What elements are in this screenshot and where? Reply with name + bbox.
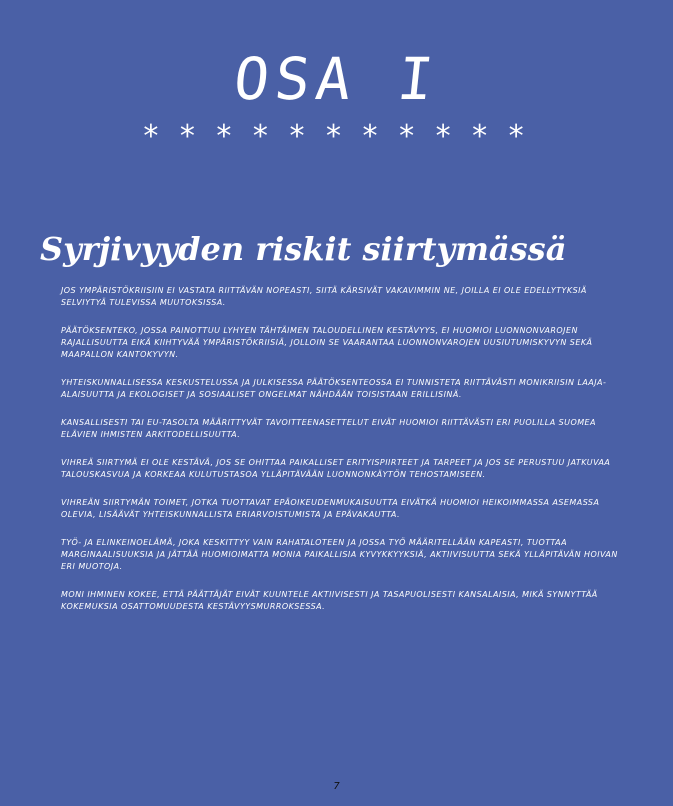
paragraph: JOS YMPÄRISTÖKRIISIIN EI VASTATA RIITTÄVÄN NOPEASTI, SIITÄ KÄRSIVÄT VAKAVIMMIN NE, JOILLA EI OLE EDELLYTYKSIÄ SELVIYTYÄ TULEVISSA MUUTOKSISSA. — [61, 286, 587, 307]
paragraph: TYÖ- JA ELINKEINOELÄMÄ, JOKA KESKITTYY VAIN RAHATALOTEEN JA JOSSA TYÖ MÄÄRITELLÄÄN KAPEASTI, TUOTTAA MARGINAALISUUKSIA JA JÄTTÄÄ HUOMIOIMATTA MONIA PAIKALLISIA KYVYKKYYKSIÄ, AKTIIVISUUTTA SEKÄ YLLÄPITÄVÄN HOIVAN ERI MUOTOJA. — [61, 538, 618, 571]
paragraph: YHTEISKUNNALLISESSA KESKUSTELUSSA JA JULKISESSA PÄÄTÖKSENTEOSSA EI TUNNISTETA RIITTÄVÄSTI MONIKRIISIN LAAJA-ALAISUUTTA JA EKOLOGISET JA SOSIAALISET ONGELMAT NÄHDÄÄN TOISISTAAN ERILLISINÄ. — [61, 378, 607, 399]
paragraph: VIHREÄ SIIRTYMÄ EI OLE KESTÄVÄ, JOS SE OHITTAA PAIKALLISET ERITYISPIIRTEET JA TARPEET JA JOS SE PERUSTUU JATKUVAA TALOUSKASVUA JA KORKEAA KULUTUSTASOA YLLÄPITÄVÄÄN LUONNONKÄYTÖN TEHOSTAMISEEN. — [61, 458, 611, 479]
paragraph: KANSALLISESTI TAI EU-TASOLTA MÄÄRITTYVÄT TAVOITTEENASETTELUT EIVÄT HUOMIOI RIITTÄVÄSTI ERI PUOLILLA SUOMEA ELÄVIEN IHMISTEN ARKITODELLISUUTTA. — [61, 418, 596, 439]
paragraph: VIHREÄN SIIRTYMÄN TOIMET, JOTKA TUOTTAVAT EPÄOIKEUDENMUKAISUUTTA EIVÄTKÄ HUOMIOI HEIKOIMMASSA ASEMASSA OLEVIA, LISÄÄVÄT YHTEISKUNNALLISTA ERIARVOISTUMISTA JA EPÄVAKAUTTA. — [61, 498, 600, 519]
section-title: Syrjivyyden riskit siirtymässä — [40, 230, 567, 268]
stars-divider: * * * * * * * * * * * — [143, 119, 530, 154]
paragraph-list — [61, 285, 621, 629]
paragraph: MONI IHMINEN KOKEE, ETTÄ PÄÄTTÄJÄT EIVÄT KUUNTELE AKTIIVISESTI JA TASAPUOLISESTI KANSALAISIA, MIKÄ SYNNYTTÄÄ KOKEMUKSIA OSATTOMUUDESTA KESTÄVYYSMURROKSESSA. — [61, 590, 598, 611]
page-number: 7 — [333, 781, 340, 792]
part-title: OSA I — [230, 45, 443, 113]
paragraph: PÄÄTÖKSENTEKO, JOSSA PAINOTTUU LYHYEN TÄHTÄIMEN TALOUDELLINEN KESTÄVYYS, EI HUOMIOI LUONNONVAROJEN RAJALLISUUTTA EIKÄ KIIHTYVÄÄ YMPÄRISTÖKRIISIÄ, JOLLOIN SE VAARANTAA LUONNONVAROJEN UUSIUTUMISKYVYN SEKÄ MAAPALLON KANTOKYVYN. — [61, 326, 593, 359]
